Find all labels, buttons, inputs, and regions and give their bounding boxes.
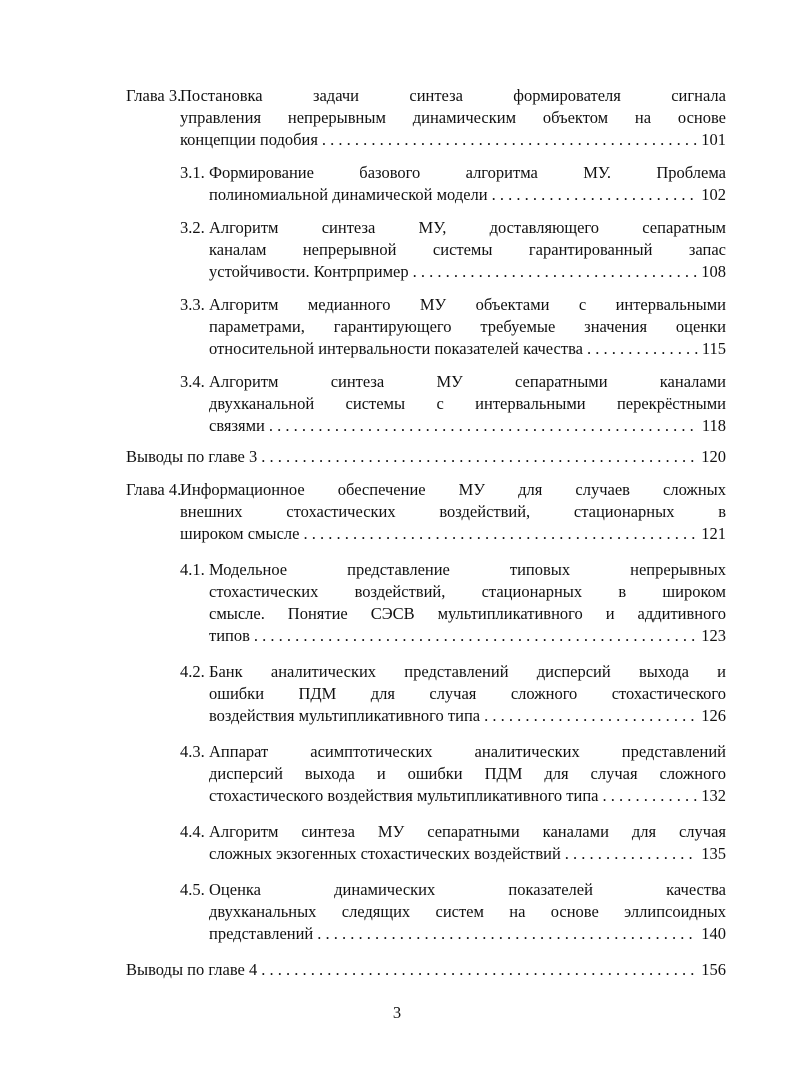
- toc-conclusions-3[interactable]: [126, 446, 726, 468]
- toc-entry-line: смысле. Понятие СЭСВ мультипликативного и аддитивного: [209, 604, 726, 623]
- toc-entry-line: Оценка динамических показателей качества: [209, 880, 726, 899]
- toc-entry-label: 4.5.: [180, 880, 205, 899]
- toc-entry-line: ошибки ПДМ для случая сложного стохастического: [209, 684, 726, 703]
- toc-entry-line: Алгоритм синтеза МУ сепаратными каналами для случая: [209, 822, 726, 841]
- toc-entry-last-line: [126, 446, 726, 468]
- dot-leader: [413, 261, 698, 283]
- toc-entry-text: относительной интервальности показателей качества: [209, 339, 583, 358]
- toc-entry-line: Модельное представление типовых непрерывных: [209, 560, 726, 579]
- toc-page-number: 102: [701, 185, 726, 204]
- toc-entry-last-line: [209, 705, 726, 727]
- table-of-contents: [126, 85, 726, 981]
- toc-section-4-1[interactable]: [180, 559, 726, 647]
- toc-entry-text: Выводы по главе 3: [126, 447, 258, 466]
- dot-leader: [587, 338, 698, 360]
- toc-page-number: 118: [701, 416, 726, 435]
- toc-entry-line: Формирование базового алгоритма МУ. Проблема: [209, 163, 726, 182]
- toc-entry-label: 4.4.: [180, 822, 205, 841]
- toc-entry-line: каналам непрерывной системы гарантированный запас: [209, 240, 726, 259]
- toc-entry-line: Постановка задачи синтеза формирователя сигнала: [180, 86, 726, 105]
- toc-section-4-2[interactable]: [180, 661, 726, 727]
- toc-entry-last-line: [180, 129, 726, 151]
- toc-entry-line: внешних стохастических воздействий, стационарных в: [180, 502, 726, 521]
- toc-entry-line: Алгоритм синтеза МУ сепаратными каналами: [209, 372, 726, 391]
- toc-entry-last-line: [209, 338, 726, 360]
- toc-entry-line: Аппарат асимптотических аналитических представлений: [209, 742, 726, 761]
- toc-page-number: 132: [701, 786, 726, 805]
- toc-entry-text: Выводы по главе 4: [126, 960, 258, 979]
- toc-entry-label: Глава 3.: [126, 86, 182, 105]
- toc-entry-line: Банк аналитических представлений дисперсий выхода и: [209, 662, 726, 681]
- toc-chapter-3[interactable]: [126, 85, 726, 151]
- toc-entry-last-line: [209, 785, 726, 807]
- toc-entry-last-line: [209, 625, 726, 647]
- toc-entry-last-line: [209, 184, 726, 206]
- toc-page-number: 108: [701, 262, 726, 281]
- toc-entry-text: представлений: [209, 924, 314, 943]
- toc-entry-line: Информационное обеспечение МУ для случаев сложных: [180, 480, 726, 499]
- toc-entry-text: стохастического воздействия мультипликативного типа: [209, 786, 599, 805]
- toc-entry-last-line: [126, 959, 726, 981]
- dot-leader: [261, 959, 697, 981]
- toc-entry-line: Алгоритм медианного МУ объектами с интервальными: [209, 295, 726, 314]
- toc-entry-label: 4.2.: [180, 662, 205, 681]
- dot-leader: [322, 129, 697, 151]
- toc-page-number: 120: [701, 447, 726, 466]
- toc-entry-text: сложных экзогенных стохастических воздействий: [209, 844, 561, 863]
- toc-section-4-5[interactable]: [180, 879, 726, 945]
- dot-leader: [261, 446, 697, 468]
- toc-entry-last-line: [180, 523, 726, 545]
- toc-entry-label: Глава 4.: [126, 480, 182, 499]
- toc-page-number: 156: [701, 960, 726, 979]
- toc-entry-text: типов: [209, 626, 250, 645]
- toc-entry-line: двухканальных следящих систем на основе эллипсоидных: [209, 902, 726, 921]
- toc-entry-text: воздействия мультипликативного типа: [209, 706, 481, 725]
- toc-entry-line: параметрами, гарантирующего требуемые значения оценки: [209, 317, 726, 336]
- toc-section-3-4[interactable]: [180, 371, 726, 437]
- dot-leader: [269, 415, 698, 437]
- toc-page-number: 126: [701, 706, 726, 725]
- dot-leader: [492, 184, 698, 206]
- toc-page-number: 101: [701, 130, 726, 149]
- toc-entry-line: Алгоритм синтеза МУ, доставляющего сепаратным: [209, 218, 726, 237]
- toc-entry-text: полиномиальной динамической модели: [209, 185, 488, 204]
- toc-entry-label: 3.1.: [180, 163, 205, 182]
- toc-page-number: 123: [701, 626, 726, 645]
- toc-entry-line: дисперсий выхода и ошибки ПДМ для случая сложного: [209, 764, 726, 783]
- dot-leader: [254, 625, 697, 647]
- toc-entry-text: связями: [209, 416, 265, 435]
- toc-section-4-4[interactable]: [180, 821, 726, 865]
- toc-page-number: 115: [701, 339, 726, 358]
- toc-entry-text: концепции подобия: [180, 130, 318, 149]
- dot-leader: [603, 785, 698, 807]
- toc-entry-text: устойчивости. Контрпример: [209, 262, 409, 281]
- toc-entry-label: 3.4.: [180, 372, 205, 391]
- dot-leader: [484, 705, 697, 727]
- dot-leader: [565, 843, 697, 865]
- toc-entry-line: управления непрерывным динамическим объектом на основе: [180, 108, 726, 127]
- toc-section-3-1[interactable]: [180, 162, 726, 206]
- toc-entry-line: стохастических воздействий, стационарных в широком: [209, 582, 726, 601]
- toc-entry-label: 3.3.: [180, 295, 205, 314]
- toc-section-4-3[interactable]: [180, 741, 726, 807]
- toc-entry-last-line: [209, 261, 726, 283]
- toc-entry-label: 4.3.: [180, 742, 205, 761]
- toc-chapter-4[interactable]: [126, 479, 726, 545]
- dot-leader: [317, 923, 697, 945]
- toc-conclusions-4[interactable]: [126, 959, 726, 981]
- toc-page-number: 140: [701, 924, 726, 943]
- toc-entry-label: 3.2.: [180, 218, 205, 237]
- page-number: 3: [392, 1003, 402, 1022]
- toc-page-number: 135: [701, 844, 726, 863]
- toc-entry-last-line: [209, 923, 726, 945]
- toc-page-number: 121: [701, 524, 726, 543]
- toc-section-3-2[interactable]: [180, 217, 726, 283]
- toc-entry-line: двухканальной системы с интервальными перекрёстными: [209, 394, 726, 413]
- dot-leader: [303, 523, 697, 545]
- toc-section-3-3[interactable]: [180, 294, 726, 360]
- toc-entry-label: 4.1.: [180, 560, 205, 579]
- toc-entry-last-line: [209, 843, 726, 865]
- toc-entry-last-line: [209, 415, 726, 437]
- toc-entry-text: широком смысле: [180, 524, 300, 543]
